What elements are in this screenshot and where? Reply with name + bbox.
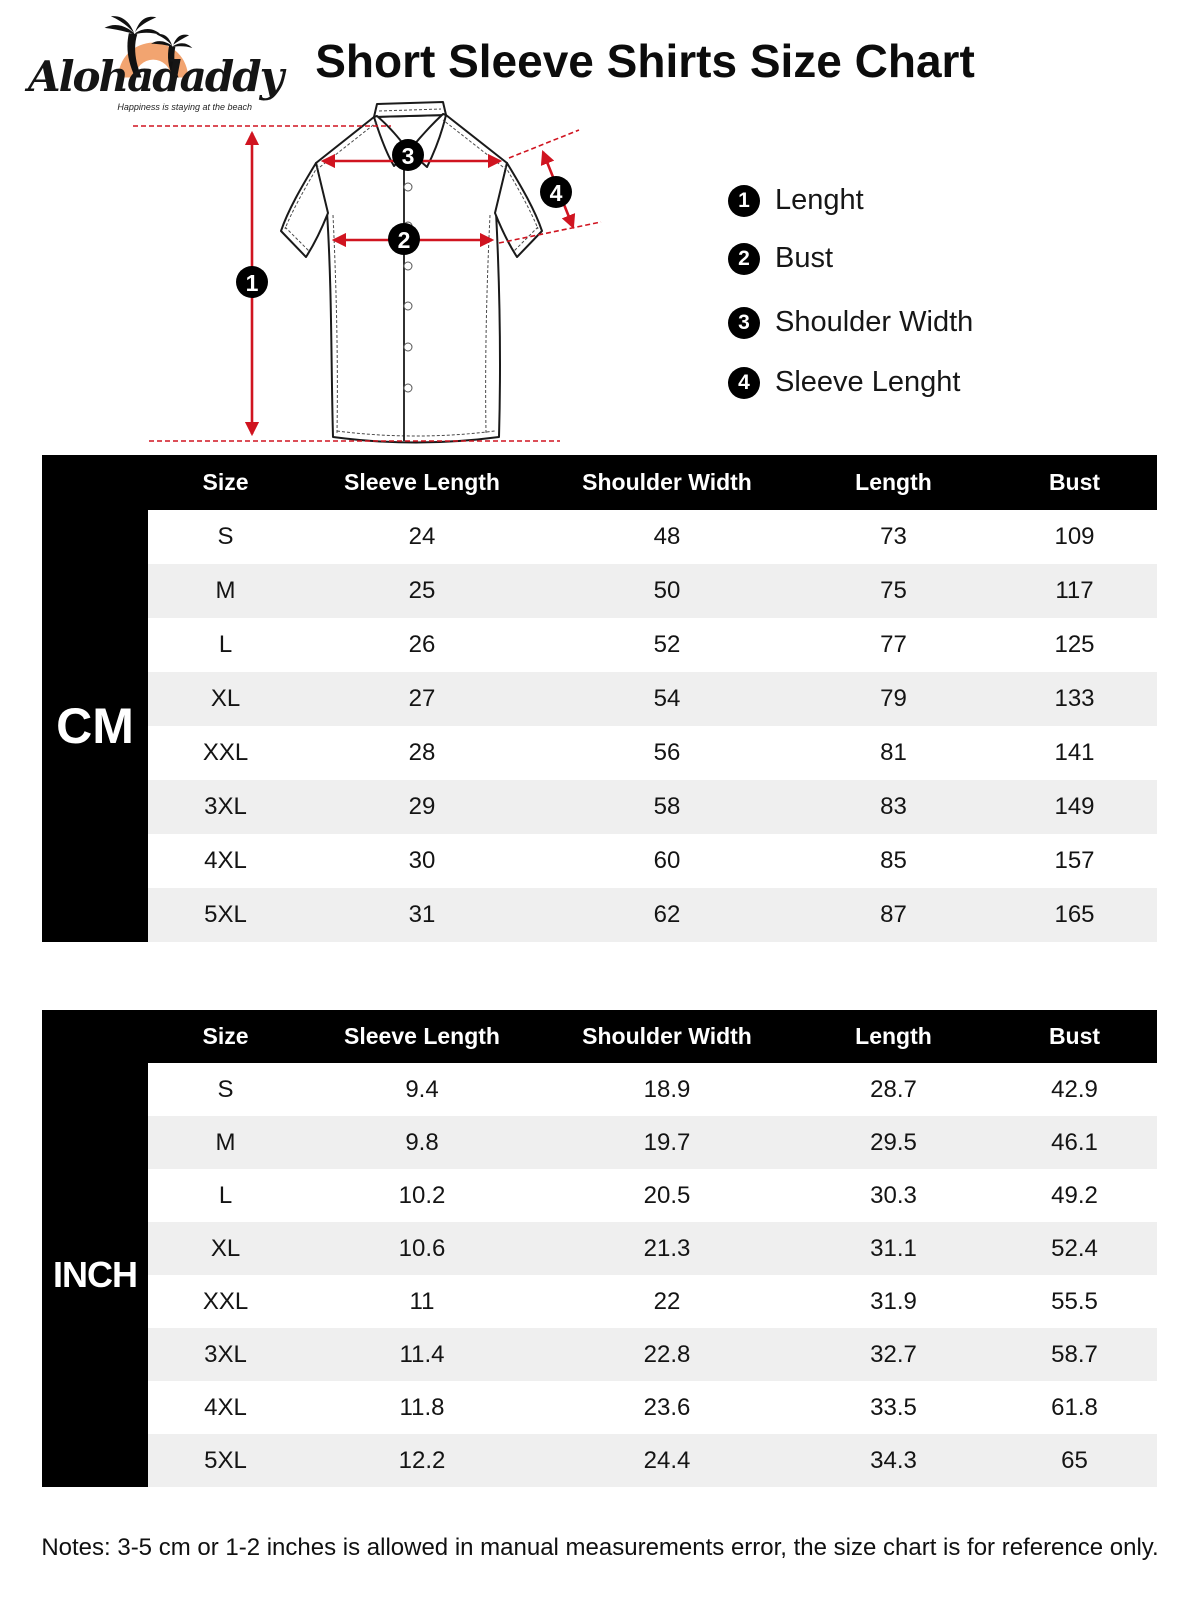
column-header-length: Length [855, 1023, 932, 1049]
cell-shoulder-width: 22 [653, 1287, 681, 1315]
cell-sleeve-length: 11.4 [399, 1340, 445, 1368]
cell-sleeve-length: 12.2 [398, 1446, 446, 1474]
table-row [148, 510, 1157, 564]
cell-shoulder-width: 58 [653, 793, 681, 820]
column-header-sleeve-length: Sleeve Length [344, 1023, 500, 1049]
cell-sleeve-length: 9.8 [405, 1128, 439, 1156]
table-row [148, 1222, 1157, 1275]
table-row [148, 1063, 1157, 1116]
table-row [148, 888, 1157, 942]
table-row [148, 1275, 1157, 1328]
cell-bust: 49.2 [1051, 1181, 1098, 1209]
cm-table-header [42, 455, 1157, 510]
cell-length: 87 [880, 901, 907, 928]
cell-size: XL [210, 685, 241, 712]
cm-table-body [148, 510, 1157, 942]
legend-badge-3: 3 [728, 307, 760, 339]
cell-sleeve-length: 10.6 [398, 1234, 446, 1262]
cell-size: 5XL [204, 1446, 247, 1474]
cell-length: 85 [880, 847, 907, 874]
legend-label-shoulder-width: Shoulder Width [775, 306, 974, 338]
cell-bust: 61.8 [1051, 1393, 1098, 1421]
cell-bust: 117 [1055, 577, 1094, 604]
cell-bust: 109 [1054, 523, 1095, 550]
legend-badge-1: 1 [728, 185, 760, 217]
cell-bust: 141 [1054, 739, 1095, 766]
cell-size: 4XL [204, 847, 247, 874]
legend-item-length [728, 184, 864, 217]
cell-shoulder-width: 20.5 [643, 1181, 691, 1209]
cell-size: XXL [202, 1287, 249, 1315]
cell-bust: 55.5 [1051, 1287, 1098, 1315]
column-header-length: Length [855, 469, 932, 495]
cell-length: 30.3 [870, 1181, 917, 1209]
brand-tagline: Happiness is staying at the beach [117, 102, 252, 112]
table-row [148, 1434, 1157, 1487]
cell-shoulder-width: 50 [653, 577, 681, 604]
cell-sleeve-length: 11 [409, 1287, 435, 1315]
legend-item-shoulder-width [728, 306, 973, 339]
cell-length: 34.3 [870, 1446, 917, 1474]
cell-bust: 58.7 [1051, 1340, 1098, 1368]
cell-length: 33.5 [870, 1393, 917, 1421]
cell-length: 75 [880, 577, 907, 604]
shirt-measurement-diagram [125, 92, 620, 454]
legend-label-sleeve-length: Sleeve Lenght [775, 366, 961, 398]
table-row [148, 726, 1157, 780]
table-row [148, 1381, 1157, 1434]
cell-shoulder-width: 54 [653, 685, 681, 712]
inch-table-header [42, 1010, 1157, 1063]
cell-sleeve-length: 11.8 [399, 1393, 445, 1421]
cell-shoulder-width: 21.3 [643, 1234, 691, 1262]
cell-sleeve-length: 24 [408, 523, 436, 550]
cell-size: S [217, 523, 234, 550]
legend-badge-4: 4 [728, 367, 760, 399]
cell-sleeve-length: 10.2 [398, 1181, 446, 1209]
cell-length: 77 [880, 631, 907, 658]
cell-size: 5XL [204, 901, 247, 928]
cell-shoulder-width: 23.6 [643, 1393, 691, 1421]
cell-size: XL [210, 1234, 241, 1262]
cell-bust: 52.4 [1051, 1234, 1098, 1262]
cell-length: 79 [880, 685, 907, 712]
cell-length: 28.7 [870, 1075, 917, 1103]
page-title: Short Sleeve Shirts Size Chart [315, 35, 975, 87]
cell-bust: 157 [1054, 847, 1095, 874]
column-header-shoulder-width: Shoulder Width [582, 1023, 752, 1049]
cell-sleeve-length: 25 [408, 577, 436, 604]
cell-size: L [218, 631, 233, 658]
table-row [148, 1328, 1157, 1381]
cell-size: 3XL [204, 793, 247, 820]
legend-badge-2: 2 [728, 243, 760, 275]
brand-name: Alohadaddy [28, 52, 283, 101]
callout-shoulder: 3 [401, 143, 415, 169]
cell-sleeve-length: 29 [408, 793, 436, 820]
table-row [148, 672, 1157, 726]
cell-bust: 133 [1054, 685, 1095, 712]
cell-size: XXL [202, 739, 249, 766]
cell-size: S [217, 1075, 234, 1103]
cell-bust: 46.1 [1051, 1128, 1098, 1156]
cell-length: 31.9 [870, 1287, 917, 1315]
cell-shoulder-width: 22.8 [643, 1340, 691, 1368]
cell-size: L [218, 1181, 233, 1209]
cell-sleeve-length: 30 [408, 847, 436, 874]
cell-size: M [215, 1128, 236, 1156]
cell-bust: 65 [1061, 1446, 1088, 1474]
cell-size: 3XL [204, 1340, 247, 1368]
cell-length: 73 [880, 523, 907, 550]
size-table-cm [42, 455, 1157, 942]
legend-item-bust [728, 242, 833, 275]
size-table-inch [42, 1010, 1157, 1487]
callout-length: 1 [245, 270, 259, 296]
unit-label-inch: INCH [53, 1254, 137, 1295]
cell-shoulder-width: 18.9 [643, 1075, 691, 1103]
cell-shoulder-width: 56 [653, 739, 681, 766]
cell-shoulder-width: 24.4 [643, 1446, 691, 1474]
legend-label-length: Lenght [775, 184, 864, 216]
cell-sleeve-length: 31 [408, 901, 436, 928]
table-row [148, 1169, 1157, 1222]
notes-text: Notes: 3-5 cm or 1-2 inches is allowed in manual measurements error, the size chart is for reference only. [41, 1534, 1159, 1561]
cell-sleeve-length: 26 [408, 631, 436, 658]
legend-item-sleeve-length [728, 366, 960, 399]
cell-bust: 149 [1054, 793, 1095, 820]
column-header-size: Size [202, 1023, 249, 1049]
table-row [148, 834, 1157, 888]
column-header-size: Size [202, 469, 249, 495]
cell-shoulder-width: 48 [653, 523, 681, 550]
cell-shoulder-width: 19.7 [643, 1128, 691, 1156]
callout-sleeve: 4 [549, 180, 563, 206]
table-row [148, 564, 1157, 618]
cell-sleeve-length: 9.4 [405, 1075, 439, 1103]
callout-bust: 2 [397, 227, 411, 253]
cell-bust: 42.9 [1051, 1075, 1098, 1103]
cell-length: 31.1 [870, 1234, 917, 1262]
column-header-bust: Bust [1048, 469, 1101, 495]
table-row [148, 1116, 1157, 1169]
cell-length: 29.5 [870, 1128, 917, 1156]
cell-bust: 125 [1054, 631, 1095, 658]
inch-table-body [148, 1063, 1157, 1487]
column-header-sleeve-length: Sleeve Length [344, 469, 500, 495]
column-header-bust: Bust [1048, 1023, 1101, 1049]
cell-shoulder-width: 60 [653, 847, 681, 874]
table-row [148, 780, 1157, 834]
legend-label-bust: Bust [775, 242, 834, 274]
cell-length: 83 [880, 793, 907, 820]
cell-sleeve-length: 27 [408, 685, 436, 712]
cell-sleeve-length: 28 [408, 739, 436, 766]
cell-size: 4XL [204, 1393, 247, 1421]
cell-length: 81 [880, 739, 907, 766]
cell-shoulder-width: 62 [653, 901, 681, 928]
cell-bust: 165 [1054, 901, 1095, 928]
unit-label-cm: CM [56, 698, 134, 754]
cell-size: M [215, 577, 236, 604]
table-row [148, 618, 1157, 672]
column-header-shoulder-width: Shoulder Width [582, 469, 752, 495]
cell-length: 32.7 [870, 1340, 917, 1368]
cell-shoulder-width: 52 [653, 631, 681, 658]
